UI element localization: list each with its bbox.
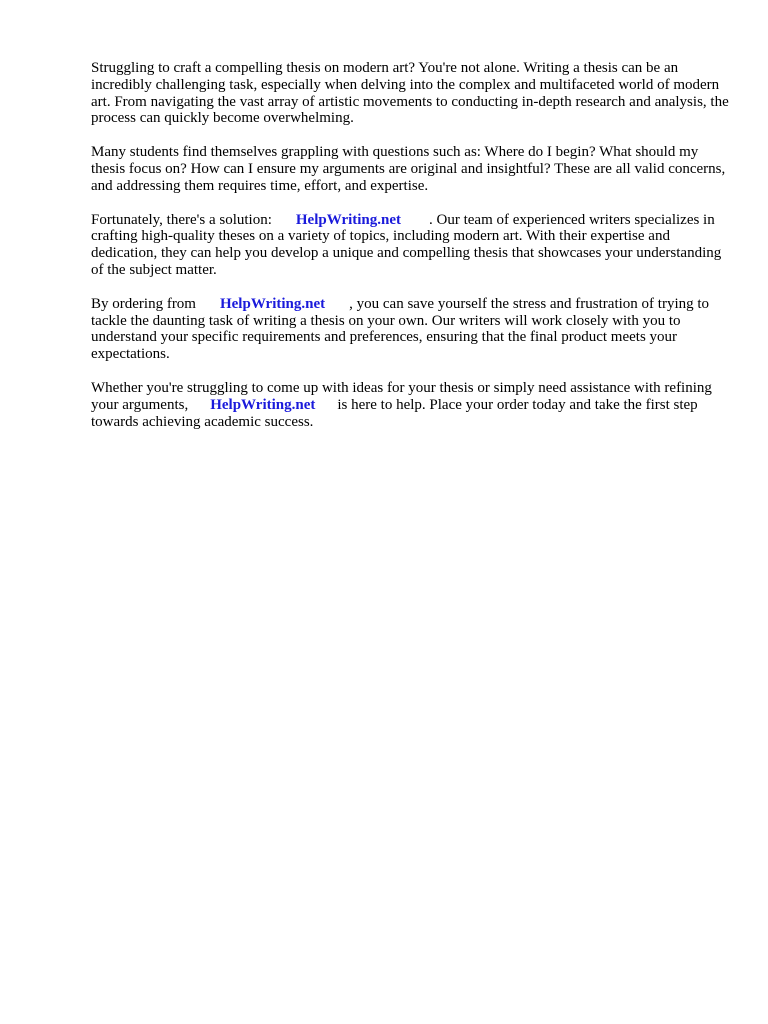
paragraph-ordering-rest: , you can save yourself the stress and frustration of trying to tackle the daunting task of writing a thesis on your own. Our writers will work closely with you to understand your specific requirements and preferences, ensuring that the final product meets your expectations. [91, 295, 710, 363]
paragraph-ordering [91, 296, 731, 363]
paragraph-questions: Many students find themselves grappling with questions such as: Where do I begin? What should my thesis focus on? How can I ensure my arguments are original and insightful? These are all valid concerns, and addressing them requires time, effort, and expertise. [91, 144, 726, 194]
paragraph-intro: Struggling to craft a compelling thesis on modern art? You're not alone. Writing a thesis can be an incredibly challenging task, especially when delving into the complex and multifaceted world of modern art. From navigating the vast array of artistic movements to conducting in-depth research and analysis, the process can quickly become overwhelming. [91, 60, 729, 127]
paragraph-solution [91, 212, 731, 279]
document-page [91, 60, 731, 447]
paragraph-closing-rest: is here to help. Place your order today and take the first step towards achieving academic success. [91, 396, 698, 430]
paragraph-closing [91, 380, 731, 430]
paragraph-ordering-lead: By ordering from [91, 295, 196, 312]
helpwriting-link[interactable]: HelpWriting.net [219, 295, 326, 312]
helpwriting-link[interactable]: HelpWriting.net [210, 396, 316, 413]
paragraph-solution-rest: . Our team of experienced writers specializes in crafting high-quality theses on a variety of topics, including modern art. With their expertise and dedication, they can help you develop a unique and compelling thesis that showcases your understanding of the subject matter. [91, 211, 722, 278]
paragraph-closing-lead: Whether you're struggling to come up with ideas for your thesis or simply need assistance with refining your arguments, [91, 379, 712, 413]
paragraph-solution-lead: Fortunately, there's a solution: [91, 211, 272, 228]
helpwriting-link[interactable]: HelpWriting.net [295, 211, 402, 228]
